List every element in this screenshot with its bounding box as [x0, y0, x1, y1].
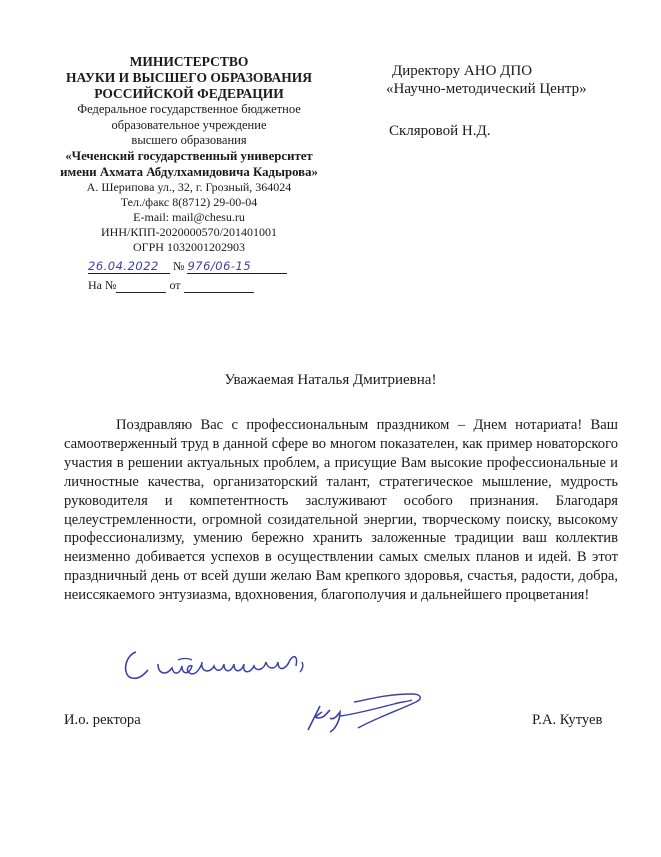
ref-number-blank [116, 278, 166, 293]
addressee-line-1: Директору АНО ДПО [392, 63, 533, 79]
email: E-mail: mail@chesu.ru [133, 210, 245, 225]
ref-date-blank [184, 278, 254, 293]
institution-type-line-1: Федеральное государственное бюджетное [77, 102, 301, 116]
reg-date-field [88, 259, 170, 274]
ministry-line-3: РОССИЙСКОЙ ФЕДЕРАЦИИ [94, 86, 284, 101]
inn-kpp: ИНН/КПП-2020000570/201401001 [101, 225, 277, 240]
ref-number-prefix: На № [88, 278, 117, 292]
ministry-line-2: НАУКИ И ВЫСШЕГО ОБРАЗОВАНИЯ [65, 70, 313, 85]
institution-type-line-2: образовательное учреждение [111, 117, 267, 132]
reg-number-field [187, 259, 287, 274]
reg-number-handwritten: 976/06-15 [187, 259, 252, 273]
signatory-position: И.о. ректора [64, 712, 141, 728]
rector-signature-image [296, 688, 446, 740]
addressee-name: Скляровой Н.Д. [389, 123, 491, 139]
ministry-line-1: МИНИСТЕРСТВО [129, 54, 249, 69]
letterhead [36, 54, 342, 255]
salutation: Уважаемая Наталья Дмитриевна! [224, 372, 437, 388]
letter-body: Поздравляю Вас с профессиональным праздником – Днем нотариата! Ваш самоотверженный труд в данной сфере во многом показателен, как пример новаторского участия в решении актуальных проблем, а присущие Вам высокие профессиональные и личностные качества, организаторский талант, стратегическое мышление, мудрость руководителя и компетентность заслуживают особого признания. Благодаря целеустремленности, огромной созидательной энергии, творческому поиску, высокому профессионализму, умению бережно хранить заложенные традиции ваш коллектив неизменно добивается успехов в осуществлении самых смелых планов и идей. В этот праздничный день от всей души желаю Вам крепкого здоровья, счастья, радости, добра, неиссякаемого энтузиазма, вдохновения, благополучия и дальнейшего процветания! [64, 417, 618, 604]
ogrn: ОГРН 1032001202903 [133, 240, 245, 255]
postal-address: А. Шерипова ул., 32, г. Грозный, 364024 [86, 180, 292, 195]
reg-number-sign: № [173, 259, 185, 273]
university-name-line-1: «Чеченский государственный университет [65, 148, 313, 163]
closing-handwritten [118, 640, 318, 696]
addressee-line-2: «Научно-методический Центр» [386, 81, 587, 97]
incoming-reference-line [88, 278, 288, 296]
phone-fax: Тел./факс 8(8712) 29-00-04 [120, 195, 258, 210]
university-name-line-2: имени Ахмата Абдулхамидовича Кадырова» [60, 164, 318, 179]
ref-from-label: от [169, 278, 181, 292]
institution-type-line-3: высшего образования [131, 133, 247, 148]
reg-date-handwritten: 26.04.2022 [88, 259, 159, 273]
outgoing-registration-line [88, 259, 288, 277]
signatory-name: Р.А. Кутуев [532, 712, 603, 728]
